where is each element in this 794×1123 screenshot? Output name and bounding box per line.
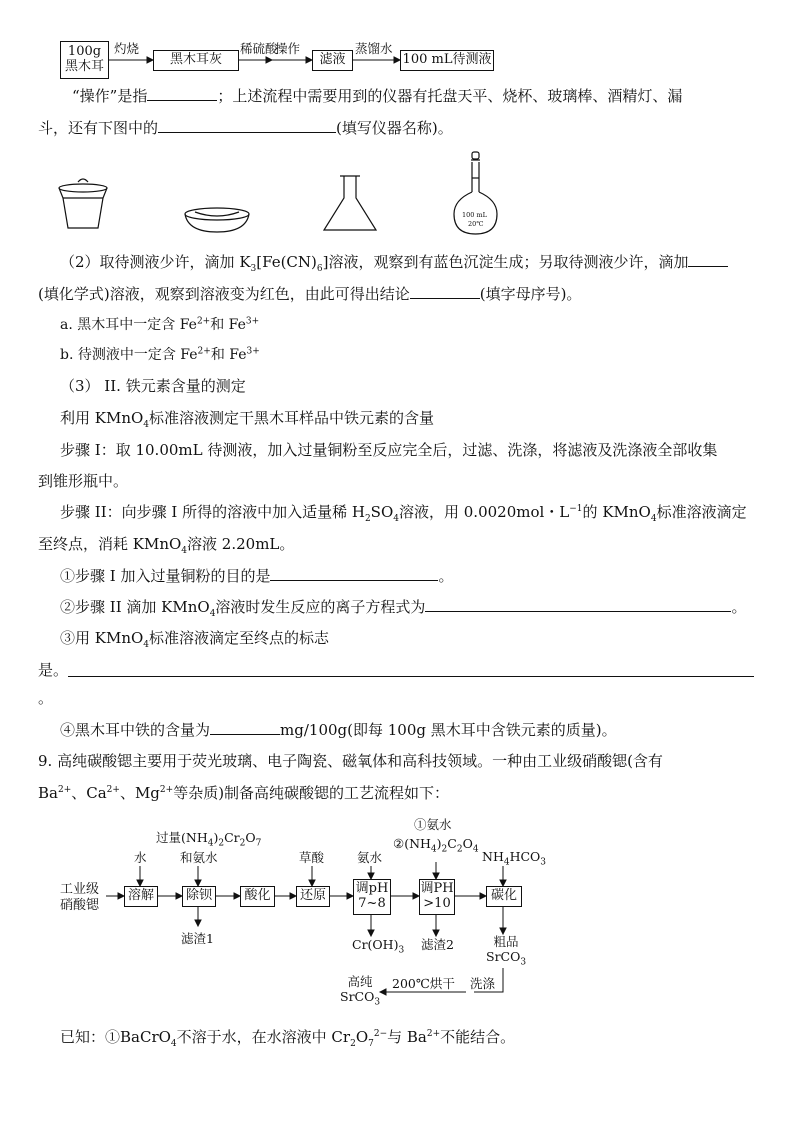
q2-line1-b: [Fe(CN) [256,253,317,271]
flow1-box-start-line2: 黑木耳 [64,59,104,74]
q3-subq2-c: 。 [731,598,747,616]
q3-step2-sub4: 4 [181,546,188,556]
flow1-arrow3-label: 操作 [275,41,301,56]
flow2-dichromate-b: ) [213,830,219,845]
q2-option-a-text: a. 黑木耳中一定含 Fe [60,317,197,333]
q3-step2-sub1: 2 [364,514,371,524]
q9-ba-sup: 2+ [57,785,72,795]
flow2-step-wash: 洗涤 [470,976,496,991]
flow2-reagent-bicarbonate [482,849,547,868]
flow2-reagent-dichromate [156,830,262,849]
q3-subq3-a: ③用 KMnO [60,629,144,647]
q2-option-a-and: 和 Fe [210,317,246,333]
known-b: 不溶于水，在水溶液中 Cr [176,1028,351,1046]
q9-ca-sup: 2+ [106,785,120,795]
flow2-box-reduce: 还原 [296,886,330,907]
volumetric-flask-label1: 100 mL [462,211,487,219]
q9-line1: 9. 高纯碳酸锶主要用于荧光玻璃、电子陶瓷、磁氧体和高科技领域。一种由工业级硝酸锶(含有 [38,752,663,770]
flow1-box-filtrate: 滤液 [312,50,353,71]
flow2-reagent-ph2-line1: ①氨水 [414,817,452,832]
q3-subq2-sub: 4 [209,609,216,619]
flow2-croh-a: Cr(OH) [352,937,399,952]
flow2-ph1-line2: 7~8 [358,896,386,911]
flow2-reagent-water: 水 [134,850,147,865]
known-c: O [355,1028,369,1046]
flow2-start [60,882,99,913]
flow2-dichromate-sub4: 4 [207,838,214,849]
q3-subq2-b: 溶液时发生反应的离子方程式为 [215,598,426,616]
flow1-box-ash: 黑木耳灰 [153,50,239,71]
flow2-oxalate-sub2a: 2 [441,844,448,855]
flow2-crude-srco: SrCO [486,949,521,964]
q1-line2-b: (填写仪器名称)。 [336,119,453,137]
q3-intro-sub: 4 [143,420,150,430]
flow2-ph2-line1: 调PH [420,881,454,897]
q3-subq2-a: ②步骤 II 滴加 KMnO [60,598,210,616]
q3-subq4-b: mg/100g(即每 100g 黑木耳中含铁元素的质量)。 [280,721,617,739]
q9-ca: 、Ca [71,784,107,802]
flow2-ph2-line2: >10 [423,896,451,911]
q9-line2-d: 等杂质)制备高纯碳酸锶的工艺流程如下： [173,784,450,802]
flow2-bicarb-b: HCO [509,849,541,864]
q3-title: （3） II. 铁元素含量的测定 [60,377,246,395]
q9-ba: Ba [38,784,58,802]
q3-step2-sup: −1 [569,504,583,514]
flow2-dichromate-sub7: 7 [255,838,262,849]
known-sup2m: 2− [373,1029,388,1039]
flow2-out-residue2: 滤渣2 [421,937,454,952]
flow2-reagent-oxalic: 草酸 [299,850,325,865]
flow2-dichromate-a: 过量(NH [156,830,208,845]
q3-step2-sub2: 4 [393,514,399,524]
flow2-oxalate-sub4b: 4 [472,844,479,855]
q2-option-b-sup1: 2+ [197,346,211,357]
flow2-oxalate-a: ②(NH [393,836,431,851]
known-e: 不能结合。 [440,1028,516,1046]
flow2-box-acidify: 酸化 [240,886,275,907]
flow2-dichromate-d: O [245,830,256,845]
flow1-arrow4-label: 蒸馏水 [355,41,393,56]
q3-step2-a3: 溶液，用 0.0020mol・L [398,503,570,521]
flow2-oxalate-sub2b: 2 [456,844,463,855]
q3-subq3-c: 是。 [38,661,69,679]
flow2-reagent-and-ammonia: 和氨水 [180,850,218,865]
flow2-reagent-ammonia: 氨水 [357,850,383,865]
flow2-oxalate-b: ) [436,836,442,851]
flow2-crude-line2 [486,949,527,968]
flow2-start-line1: 工业级 [60,882,100,897]
q3-subq3-sub: 4 [143,640,150,650]
flow2-final-sub3: 3 [374,997,381,1008]
q2-option-b-text: b. 待测液中一定含 Fe [60,347,198,363]
flow2-final-line2 [340,989,381,1008]
q3-step1-line1: 步骤 I：取 10.00mL 待测液，加入过量铜粉至反应完全后，过滤、洗涤，将滤液及洗涤液全部收集 [60,441,718,459]
flow2-box-adjust-ph1 [353,879,391,915]
flow2-step-dry: 200℃烘干 [392,976,455,991]
q3-subq4-a: ④黑木耳中铁的含量为 [60,721,211,739]
flow2-bicarb-sub4: 4 [503,857,510,868]
flow2-final-line1: 高纯 [347,974,373,989]
flow2-crude-sub3: 3 [520,957,527,968]
q2-option-a-sup1: 2+ [196,316,211,327]
q1-line1-a: “操作”是指 [72,87,148,105]
q3-step2-sub3: 4 [650,514,657,524]
q3-subq3-b: 标准溶液滴定至终点的标志 [149,629,330,647]
q2-option-a-sup2: 3+ [245,316,260,327]
q2-line1-a: （2）取待测液少许，滴加 K [60,253,251,271]
flow2-out-croh3 [352,937,405,956]
flow1-arrow1-label: 灼烧 [114,41,140,56]
q3-step2-b1: 至终点，消耗 KMnO [38,535,182,553]
flow2-final-product [340,974,381,1008]
flow2-dichromate-sub2a: 2 [218,838,225,849]
q2-line2-a: (填化学式)溶液，观察到溶液变为红色，由此可得出结论 [38,285,410,303]
flow2-start-line2: 硝酸锶 [60,897,100,913]
flow2-oxalate-d: O [462,836,473,851]
known-sub7: 7 [368,1039,374,1049]
flow2-reagent-ph2-line2 [393,836,479,855]
q1-line1-b: ；上述流程中需要用到的仪器有托盘天平、烧杯、玻璃棒、酒精灯、漏 [217,87,683,105]
q2-line1-c: ]溶液，观察到有蓝色沉淀生成；另取待测液少许，滴加 [322,253,689,271]
q9-mg-sup: 2+ [159,785,174,795]
flow2-box-remove-ba: 除钡 [182,886,216,907]
q3-step2-b2: 溶液 2.20mL。 [187,535,295,553]
flow1-arrow2-label: 稀硫酸 [240,41,278,56]
volumetric-flask-label2: 20℃ [468,220,484,228]
flow2-bicarb-a: NH [482,849,504,864]
flow2-final-srco: SrCO [340,989,375,1004]
q1-line2-a: 斗，还有下图中的 [38,119,159,137]
flow2-oxalate-c: C [447,836,457,851]
q3-step1-line2: 到锥形瓶中。 [38,472,129,490]
q3-step2-a1: 步骤 II：向步骤 I 所得的溶液中加入适量稀 H [60,503,365,521]
q3-subq1-a: ①步骤 I 加入过量铜粉的目的是 [60,567,271,585]
q3-step2-a2: SO [370,503,394,521]
known-note [60,1027,515,1047]
q3-subq3-end: 。 [38,689,54,707]
flow2-out-residue1: 滤渣1 [181,931,214,946]
q2-option-b-sup2: 3+ [246,346,260,357]
q3-subq1-b: 。 [438,567,454,585]
flow2-crude-line1: 粗品 [493,934,519,949]
q3-intro-b: 标准溶液测定干黑木耳样品中铁元素的含量 [149,409,435,427]
q2-line2-b: (填字母序号)。 [479,285,582,303]
flow2-croh-sub3: 3 [398,945,405,956]
flow2-ph1-line1: 调pH [355,881,389,897]
q3-step2-a4: 的 KMnO [582,503,651,521]
q2-sub2: 6 [316,264,323,274]
known-sub2: 2 [350,1039,356,1049]
known-d: 与 Ba [387,1028,427,1046]
q9-mg: 、Mg [119,784,160,802]
q2-sub1: 3 [250,264,257,274]
flow2-dichromate-sub2b: 2 [239,838,246,849]
flow2-dichromate-c: Cr [224,830,240,845]
q3-step2-a5: 标准溶液滴定 [656,503,747,521]
flow2-out-crude [486,934,527,968]
flow1-box-solution: 100 mL待测液 [400,50,494,71]
q2-option-b-and: 和 Fe [210,347,247,363]
known-sup2p: 2+ [426,1029,441,1039]
flow2-box-adjust-ph2 [419,879,455,915]
flow1-box-start-line1: 100g [67,44,102,60]
flow2-bicarb-sub3: 3 [540,857,547,868]
known-a: 已知：①BaCrO [60,1028,171,1046]
flow2-box-carbonize: 碳化 [486,886,522,907]
known-sub4: 4 [170,1039,177,1049]
q3-intro-a: 利用 KMnO [60,409,144,427]
flow2-box-dissolve: 溶解 [124,886,158,907]
flow2-oxalate-sub4: 4 [430,844,437,855]
